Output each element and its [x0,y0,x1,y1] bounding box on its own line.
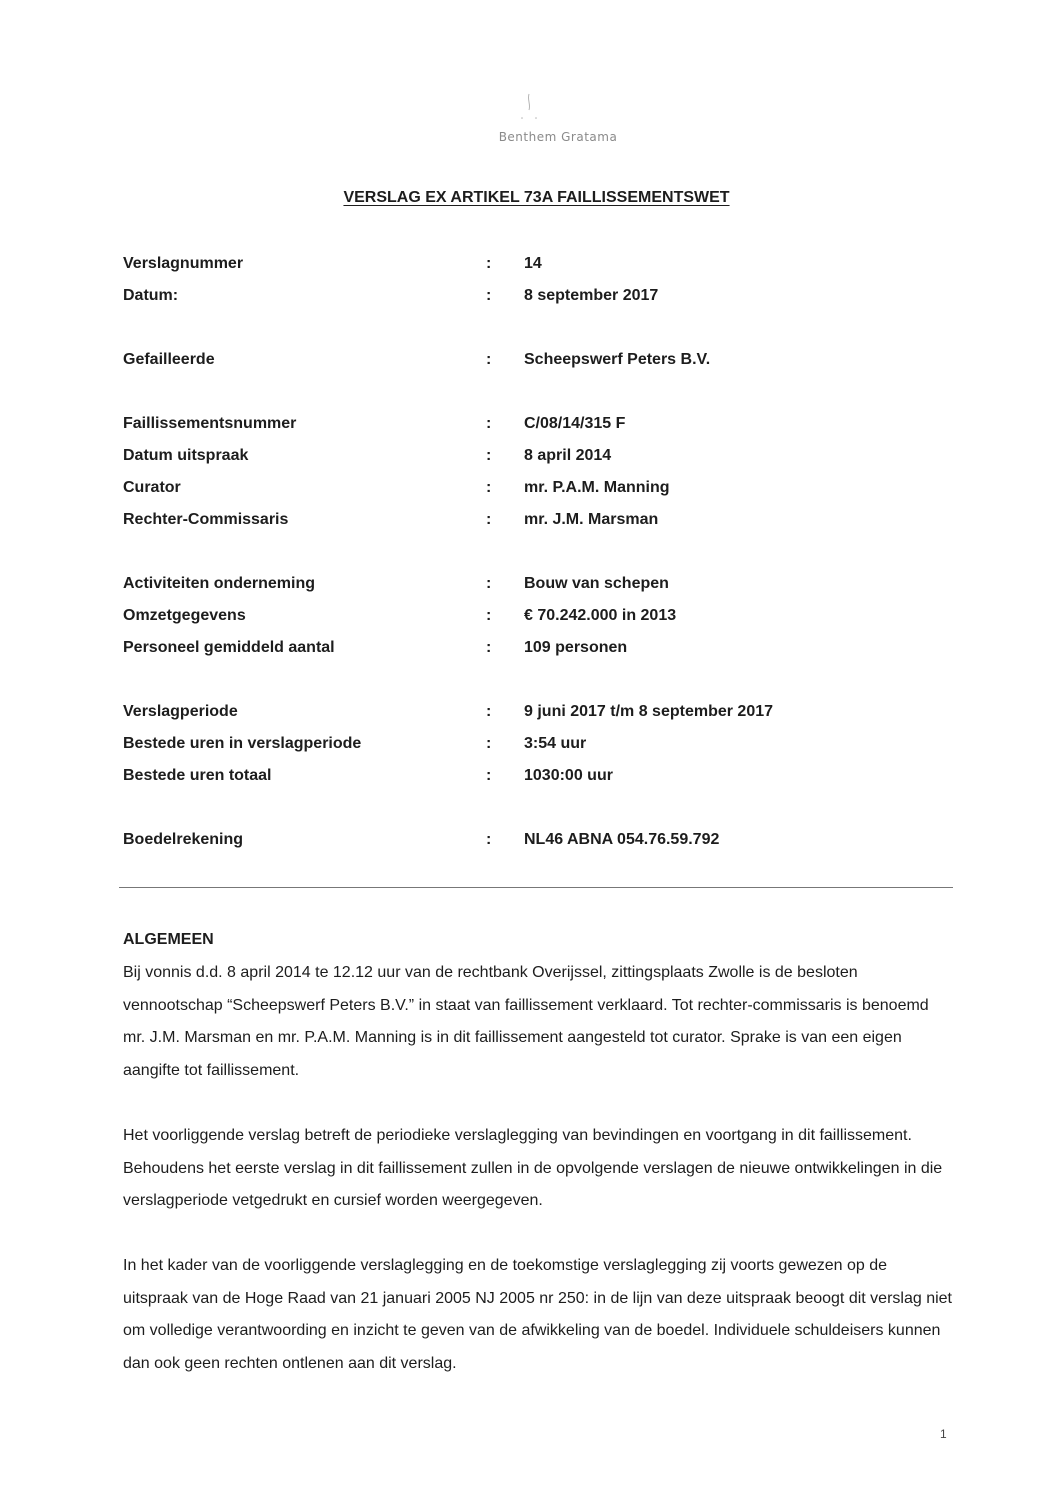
field-value: Bouw van schepen [524,575,669,592]
field-value: 8 september 2017 [524,287,659,304]
firm-name: Benthem Gratama [498,130,618,144]
field-label: Faillissementsnummer [123,415,297,432]
letterhead [0,92,1058,144]
field-label: Omzetgegevens [123,607,246,624]
field-colon: : [486,831,492,848]
field-label: Boedelrekening [123,831,244,848]
field-value: Scheepswerf Peters B.V. [524,351,711,368]
field-colon: : [486,351,492,368]
field-label: Bestede uren totaal [123,767,272,784]
field-personeel [123,638,903,670]
field-datum [123,286,903,318]
paragraph-reporting: Het voorliggende verslag betreft de periodieke verslaglegging van bevindingen en voortgang in dit faillissement. Behoudens het eerste verslag in dit faillissement zullen in de opvolgende verslagen de nieuwe ontwikkelingen in die verslagperiode vetgedrukt en cursief worden weergegeven. [123,1127,943,1209]
field-label: Personeel gemiddeld aantal [123,639,335,656]
field-uren-verslagperiode [123,734,903,766]
page-number: 1 [940,1427,947,1441]
field-colon: : [486,607,492,624]
field-label: Rechter-Commissaris [123,511,289,528]
field-value: € 70.242.000 in 2013 [524,607,677,624]
paragraph-intro: Bij vonnis d.d. 8 april 2014 te 12.12 uur van de rechtbank Overijssel, zittingsplaats Zwolle is de besloten vennootschap “Scheepswerf Peters B.V.” in staat van faillissement verklaard. Tot rechter-commissaris is benoemd mr. J.M. Marsman en mr. P.A.M. Manning is in dit faillissement aangesteld tot curator. Sprake is van een eigen aangifte tot faillissement. [123,964,929,1079]
field-value: mr. P.A.M. Manning [524,479,670,496]
section-divider [119,887,953,888]
field-label: Bestede uren in verslagperiode [123,735,362,752]
field-colon: : [486,735,492,752]
document-title: VERSLAG EX ARTIKEL 73A FAILLISSEMENTSWET [343,189,730,206]
field-verslagperiode [123,702,903,734]
field-label: Datum uitspraak [123,447,249,464]
field-value: 9 juni 2017 t/m 8 september 2017 [524,703,774,720]
field-faillissementsnummer [123,414,903,446]
field-activiteiten [123,574,903,606]
field-label: Verslagperiode [123,703,238,720]
field-value: 3:54 uur [524,735,587,752]
field-boedelrekening [123,830,903,862]
field-value: 8 april 2014 [524,447,612,464]
paragraph-disclaimer: In het kader van de voorliggende verslaglegging en de toekomstige verslaglegging zij voorts gewezen op de uitspraak van de Hoge Raad van 21 januari 2005 NJ 2005 nr 250: in de lijn van deze uitspraak beoogt dit verslag niet om volledige verantwoording en inzicht te geven van de afwikkeling van de boedel. Individuele schuldeisers kunnen dan ook geen rechten ontlenen aan dit verslag. [123,1257,952,1372]
field-gefailleerde [123,350,903,382]
field-colon: : [486,479,492,496]
field-value: NL46 ABNA 054.76.59.792 [524,831,720,848]
field-colon: : [486,415,492,432]
field-label: Activiteiten onderneming [123,575,316,592]
field-curator [123,478,903,510]
field-colon: : [486,767,492,784]
field-colon: : [486,255,492,272]
firm-logo-icon [517,92,541,124]
field-rechter-commissaris [123,510,903,542]
field-colon: : [486,639,492,656]
report-metadata [123,254,903,862]
field-label: Verslagnummer [123,255,244,272]
field-value: 1030:00 uur [524,767,613,784]
field-value: 109 personen [524,639,628,656]
field-colon: : [486,511,492,528]
field-value: mr. J.M. Marsman [524,511,659,528]
field-label: Curator [123,479,181,496]
field-uren-totaal [123,766,903,798]
field-verslagnummer [123,254,903,286]
field-colon: : [486,575,492,592]
field-value: C/08/14/315 F [524,415,626,432]
field-colon: : [486,447,492,464]
section-heading: ALGEMEEN [123,931,214,948]
field-colon: : [486,287,492,304]
field-label: Gefailleerde [123,351,215,368]
field-datum-uitspraak [123,446,903,478]
field-omzetgegevens [123,606,903,638]
field-colon: : [486,703,492,720]
field-label: Datum: [123,287,179,304]
field-value: 14 [524,255,542,272]
